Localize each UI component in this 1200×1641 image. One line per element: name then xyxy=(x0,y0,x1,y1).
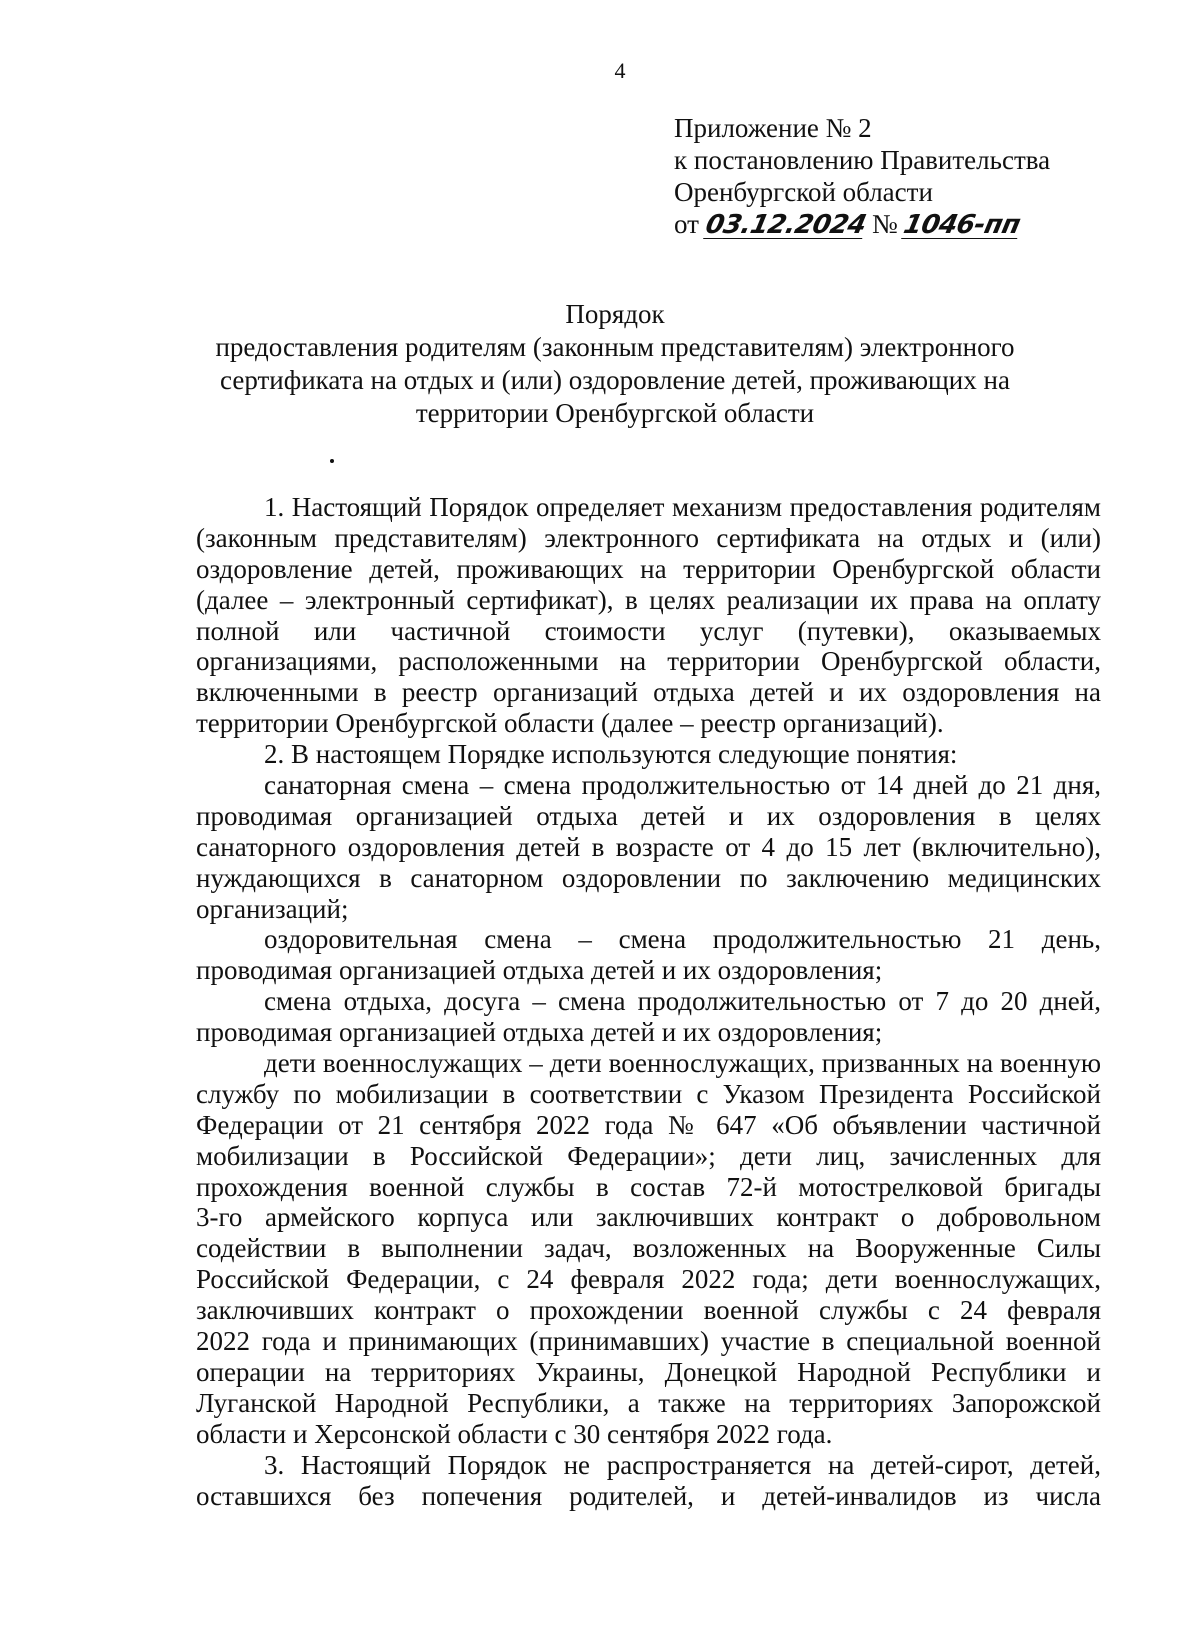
appendix-line: Приложение № 2 xyxy=(674,113,872,143)
body-text-line: полной или частичной стоимости услуг (путевки), оказываемых xyxy=(196,615,1101,646)
body-text-line: смена отдыха, досуга – смена продолжительностью от 7 до 20 дней, xyxy=(264,986,1101,1017)
title-line: сертификата на отдых и (или) оздоровление детей, проживающих на xyxy=(220,365,1010,395)
body-text-line: заключивших контракт о прохождении военной службы с 24 февраля xyxy=(196,1295,1101,1326)
body-text-line: мобилизации в Российской Федерации»; дети лиц, зачисленных для xyxy=(196,1140,1101,1171)
appendix-line: к постановлению Правительства xyxy=(674,145,1051,175)
body-text-line: службу по мобилизации в соответствии с Указом Президента Российской xyxy=(196,1078,1101,1109)
body-text-line: проводимая организацией отдыха детей и их оздоровления в целях xyxy=(196,800,1101,831)
body-text-line: (далее – электронный сертификат), в целях реализации их права на оплату xyxy=(196,584,1101,615)
body-text-line: 2022 года и принимающих (принимавших) участие в специальной военной xyxy=(196,1326,1101,1357)
body-text-line: проводимая организацией отдыха детей и их оздоровления; xyxy=(196,1017,883,1048)
body-text-line: оздоровление детей, проживающих на территории Оренбургской области xyxy=(196,553,1101,584)
body-text-line: оздоровительная смена – смена продолжительностью 21 день, xyxy=(264,924,1101,955)
body-text-line: прохождения военной службы в состав 72-й мотострелковой бригады xyxy=(196,1171,1101,1202)
body-text-line: нуждающихся в санаторном оздоровлении по заключению медицинских xyxy=(196,862,1101,893)
title-line: территории Оренбургской области xyxy=(415,398,815,428)
date-prefix: от xyxy=(674,209,699,239)
body-text-line: санаторного оздоровления детей в возрасте от 4 до 15 лет (включительно), xyxy=(196,831,1101,862)
body-text-line: организаций; xyxy=(196,893,349,924)
body-text-line: санаторная смена – смена продолжительностью от 14 дней до 21 дня, xyxy=(264,770,1101,801)
appendix-header xyxy=(674,112,1050,240)
document-body xyxy=(196,492,1101,1511)
body-text-line: (законным представителям) электронного сертификата на отдых и (или) xyxy=(196,522,1101,553)
document-title xyxy=(0,298,1200,430)
appendix-line: Оренбургской области xyxy=(674,177,933,207)
body-text-line: содействии в выполнении задач, возложенных на Вооруженные Силы xyxy=(196,1233,1101,1264)
handwritten-date: 03.12.2024 xyxy=(702,210,869,240)
body-text-line: 2. В настоящем Порядке используются следующие понятия: xyxy=(264,739,958,770)
body-text-line: оставшихся без попечения родителей, и детей-инвалидов из числа xyxy=(196,1480,1101,1511)
scan-speck xyxy=(330,459,334,463)
appendix-date-line xyxy=(674,208,1050,240)
body-text-line: дети военнослужащих – дети военнослужащих, призванных на военную xyxy=(264,1048,1101,1079)
body-text-line: проводимая организацией отдыха детей и их оздоровления; xyxy=(196,955,883,986)
body-text-line: операции на территориях Украины, Донецкой Народной Республики и xyxy=(196,1356,1101,1387)
title-line: Порядок xyxy=(565,299,665,329)
number-sign: № xyxy=(871,209,898,239)
page-number: 4 xyxy=(614,58,626,83)
body-text-line: Российской Федерации, с 24 февраля 2022 года; дети военнослужащих, xyxy=(196,1264,1101,1295)
body-text-line: 3. Настоящий Порядок не распространяется на детей-сирот, детей, xyxy=(264,1449,1101,1480)
body-text-line: включенными в реестр организаций отдыха детей и их оздоровления на xyxy=(196,677,1101,708)
body-text-line: 3-го армейского корпуса или заключивших контракт о добровольном xyxy=(196,1202,1101,1233)
body-text-line: 1. Настоящий Порядок определяет механизм предоставления родителям xyxy=(264,492,1101,522)
body-text-line: Федерации от 21 сентября 2022 года № 647 «Об объявлении частичной xyxy=(196,1109,1101,1140)
body-text-line: Луганской Народной Республики, а также на территориях Запорожской xyxy=(196,1387,1101,1418)
body-text-line: территории Оренбургской области (далее – реестр организаций). xyxy=(196,708,944,739)
body-text-line: организациями, расположенными на территории Оренбургской области, xyxy=(196,646,1101,677)
title-line: предоставления родителям (законным представителям) электронного xyxy=(215,332,1015,362)
body-text-line: области и Херсонской области с 30 сентября 2022 года. xyxy=(196,1418,833,1449)
handwritten-number: 1046-пп xyxy=(901,210,1024,240)
